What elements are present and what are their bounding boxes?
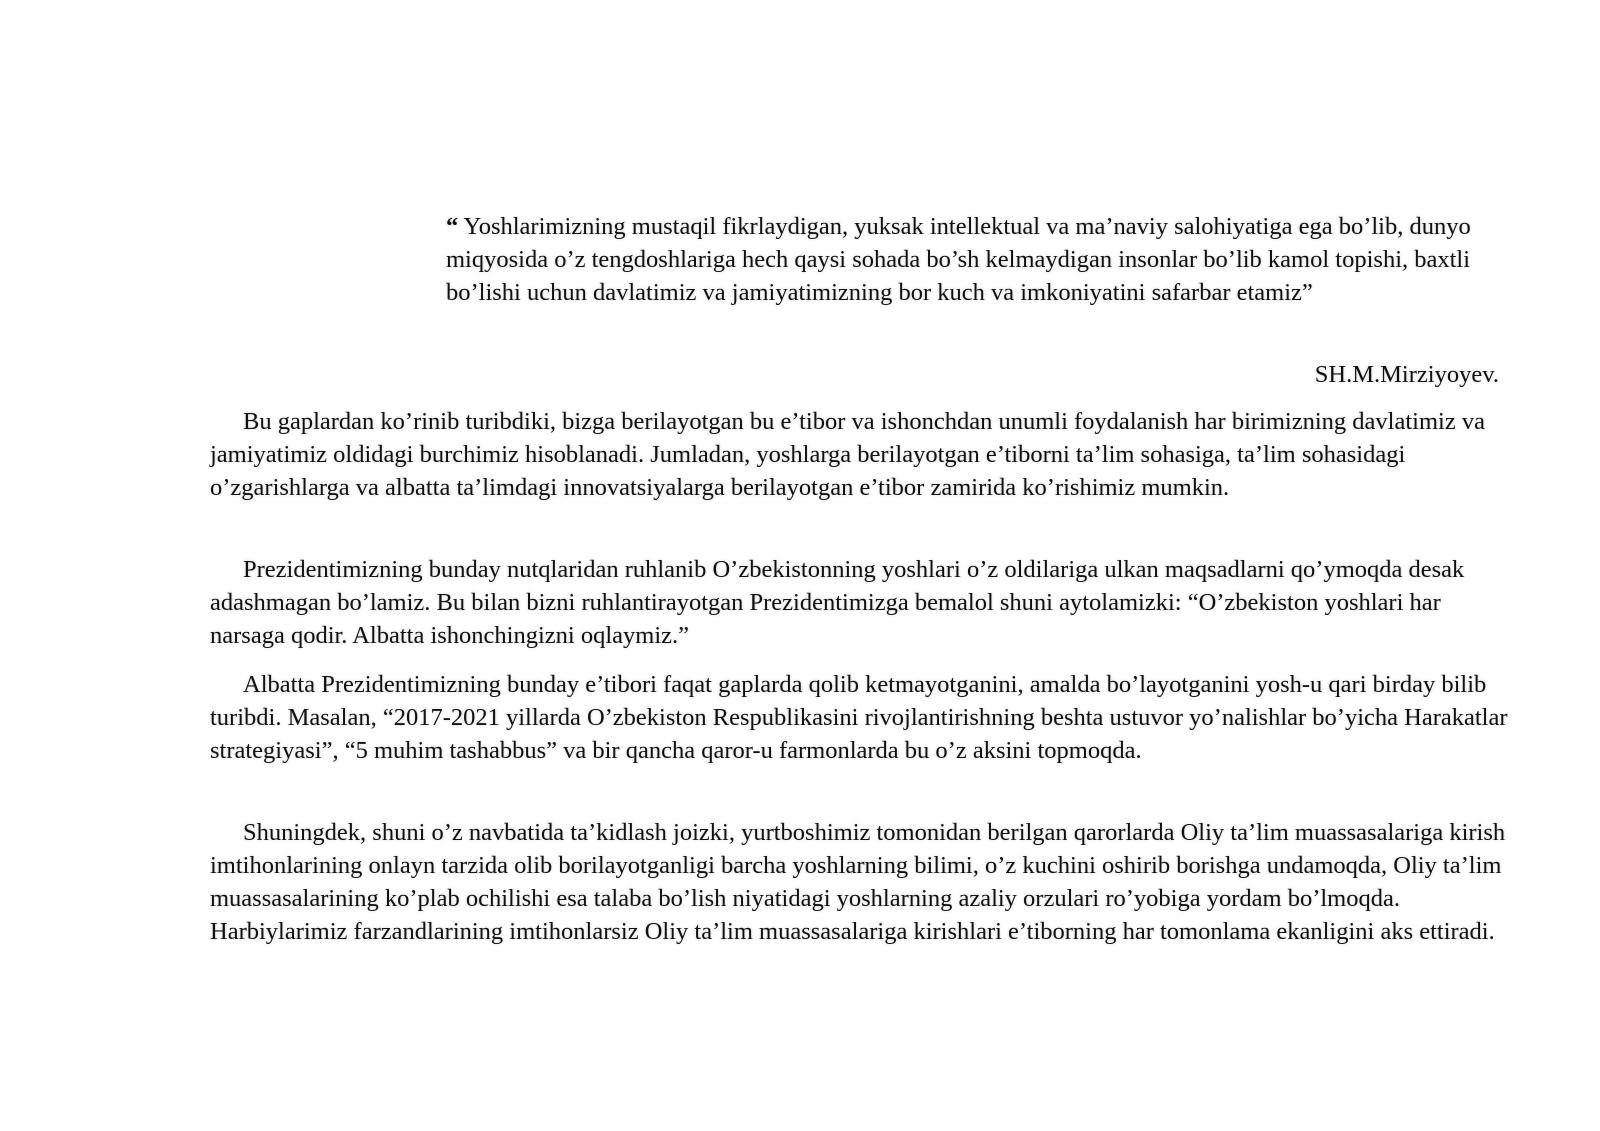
quote-text: Yoshlarimizning mustaqil fikrlaydigan, yuksak intellektual va ma’naviy salohiyatiga ega bo’lib, dunyo miqyosida o’z tengdoshlariga hech qaysi sohada bo’sh kelmaydigan insonlar bo’lib kamol topishi, baxtli bo’lishi uchun davlatimiz va jamiyatimizning bor kuch va imkoniyatini safarbar etamiz” xyxy=(446,213,1471,306)
paragraph: Albatta Prezidentimizning bunday e’tibori faqat gaplarda qolib ketmayotganini, amalda bo’layotganini yosh-u qari birday bilib turibdi. Masalan, “2017-2021 yillarda O’zbekiston Respublikasini rivojlantirishning beshta ustuvor yo’nalishlar bo’yicha Harakatlar strategiyasi”, “5 muhim tashabbus” va bir qancha qaror-u farmonlarda bu o’z aksini topmoqda. xyxy=(210,671,1508,764)
quote-author: SH.M.Mirziyoyev. xyxy=(1314,361,1499,388)
epigraph-quote xyxy=(446,210,1506,309)
quote-open-mark: “ xyxy=(446,213,459,240)
paragraph: Shuningdek, shuni o’z navbatida ta’kidlash joizki, yurtboshimiz tomonidan berilgan qarorlarda Oliy ta’lim muassasalariga kirish imtihonlarining onlayn tarzida olib borilayotganligi barcha yoshlarning bilimi, o’z kuchini oshirib borishga undamoqda, Oliy ta’lim muassasalarining ko’plab ochilishi esa talaba bo’lish niyatidagi yoshlarning azaliy orzulari ro’yobiga yordam bo’lmoqda. Harbiylarimiz farzandlarining imtihonlarsiz Oliy ta’lim muassasalariga kirishlari e’tiborning har tomonlama ekanligini aks ettiradi. xyxy=(210,819,1506,945)
paragraph: Bu gaplardan ko’rinib turibdiki, bizga berilayotgan bu e’tibor va ishonchdan unumli foydalanish har birimizning davlatimiz va jamiyatimiz oldidagi burchimiz hisoblanadi. Jumladan, yoshlarga berilayotgan e’tiborni ta’lim sohasiga, ta’lim sohasidagi o’zgarishlarga va albatta ta’limdagi innovatsiyalarga berilayotgan e’tibor zamirida ko’rishimiz mumkin. xyxy=(210,408,1485,501)
paragraph: Prezidentimizning bunday nutqlaridan ruhlanib O’zbekistonning yoshlari o’z oldilariga ulkan maqsadlarni qo’ymoqda desak adashmagan bo’lamiz. Bu bilan bizni ruhlantirayotgan Prezidentimizga bemalol shuni aytolamizki: “O’zbekiston yoshlari har narsaga qodir. Albatta ishonchingizni oqlaymiz.” xyxy=(210,556,1465,649)
